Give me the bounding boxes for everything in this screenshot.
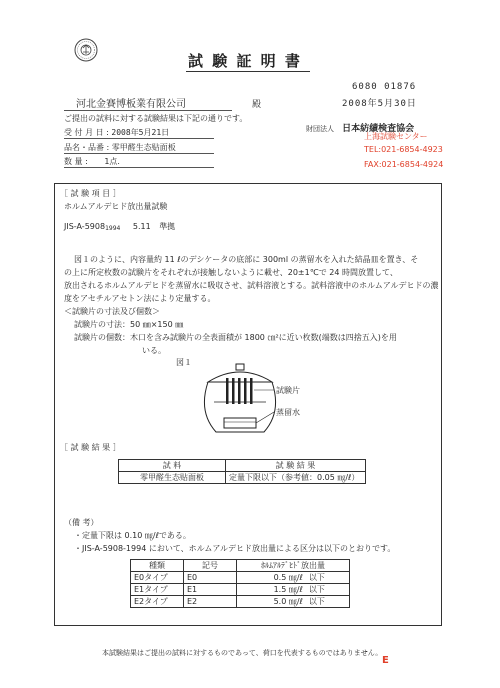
method-line-3: 放出されるホルムアルデヒドを蒸留水に吸収させ、試料溶液とする。試料溶液中のホルムアルデヒドの濃 bbox=[64, 281, 439, 290]
class-header-row bbox=[131, 560, 350, 572]
spec-size: 試験片の寸法：50 ㎜×150 ㎜ bbox=[74, 320, 184, 329]
quantity-value: 1点. bbox=[104, 157, 120, 166]
product-row bbox=[64, 142, 214, 154]
received-label: 受 付 月 日 : bbox=[64, 128, 109, 137]
class-type: E0タイプ bbox=[131, 572, 184, 584]
class-col-emission: ﾎﾙﾑｱﾙﾃﾞﾋﾄﾞ放出量 bbox=[237, 560, 350, 572]
table-row bbox=[131, 596, 350, 608]
received-row bbox=[64, 127, 214, 139]
standard-clause: 5.11 bbox=[132, 222, 151, 231]
test-standard bbox=[64, 221, 175, 232]
standard-year: 1994 bbox=[105, 225, 121, 232]
note-1: ・定量下限は 0.10 ㎎/ℓである。 bbox=[74, 531, 191, 540]
issuer-center: 上海試験センター bbox=[364, 132, 428, 141]
class-limit-qualifier: 以下 bbox=[306, 584, 350, 596]
class-limit-qualifier: 以下 bbox=[306, 596, 350, 608]
class-type: E2タイプ bbox=[131, 596, 184, 608]
note-2: ・JIS-A-5908-1994 において、ホルムアルデヒド放出量による区分は以下のとおりです。 bbox=[74, 544, 396, 553]
results-col-result: 試 験 結 果 bbox=[226, 460, 366, 472]
client-honorific: 殿 bbox=[252, 100, 262, 110]
method-line-2: の上に所定枚数の試験片をそれぞれが接触しないように載せ、20±1℃で 24 時間放置して、 bbox=[64, 268, 398, 277]
specimen-bar-4 bbox=[244, 378, 247, 404]
results-col-sample: 試 料 bbox=[119, 460, 226, 472]
quantity-row bbox=[64, 156, 214, 168]
figure-label-specimen: 試験片 bbox=[276, 386, 300, 395]
emission-class-table bbox=[130, 559, 350, 608]
test-item-heading: ［ 試 験 項 目 ］ bbox=[60, 189, 121, 198]
document-title: 試 験 証 明 書 bbox=[188, 52, 302, 70]
class-type: E1タイプ bbox=[131, 584, 184, 596]
specimen-bar-2 bbox=[232, 378, 235, 404]
method-line-4: 度をアセチルアセトン法により定量する。 bbox=[64, 294, 216, 303]
class-symbol: E0 bbox=[184, 572, 237, 584]
spec-count-1: 試験片の個数：木口を含み試験片の全表面積が 1800 ㎝²に近い枚数(端数は四捨五入)を用 bbox=[74, 333, 397, 342]
results-table bbox=[118, 459, 366, 484]
water-dish bbox=[224, 418, 256, 428]
intro-text: ご提出の試料に対する試験結果は下記の通りです。 bbox=[64, 114, 248, 123]
certificate-number: 6080 01876 bbox=[352, 82, 417, 92]
standard-code: JIS-A-5908 bbox=[64, 222, 106, 231]
quantity-label: 数 量 : bbox=[64, 157, 88, 166]
results-heading: ［ 試 験 結 果 ］ bbox=[60, 443, 121, 452]
table-row bbox=[131, 572, 350, 584]
table-row bbox=[119, 472, 366, 484]
class-limit-qualifier: 以下 bbox=[306, 572, 350, 584]
spec-heading: ＜試験片の寸法及び個数＞ bbox=[64, 307, 160, 316]
lid-knob bbox=[236, 364, 244, 370]
class-limit: 0.5 ㎎/ℓ bbox=[237, 572, 306, 584]
specimen-bar-3 bbox=[238, 378, 241, 404]
class-limit: 5.0 ㎎/ℓ bbox=[237, 596, 306, 608]
notes-heading: （備 考） bbox=[64, 518, 99, 527]
desiccator-figure bbox=[200, 362, 320, 442]
method-line-1: 図１のように、内容量約 11 ℓのデシケータの底部に 300ml の蒸留水を入れた結晶皿を置き、そ bbox=[74, 255, 419, 264]
jsit-logo bbox=[74, 38, 98, 62]
issue-date: 2008年5月30日 bbox=[342, 99, 417, 109]
class-col-symbol: 記号 bbox=[184, 560, 237, 572]
standard-note: 準拠 bbox=[159, 222, 176, 231]
org-name: 日本紡績検査協会 bbox=[342, 124, 415, 134]
specimen-bar-5 bbox=[250, 378, 253, 404]
results-header-row bbox=[119, 460, 366, 472]
issuer-tel: TEL:021-6854-4923 bbox=[364, 145, 443, 154]
org-prefix: 財団法人 bbox=[306, 125, 334, 133]
class-limit: 1.5 ㎎/ℓ bbox=[237, 584, 306, 596]
product-name: 零甲醛生态贴面板 bbox=[111, 143, 176, 152]
test-item-name: ホルムアルデヒド放出量試験 bbox=[64, 202, 168, 211]
class-symbol: E1 bbox=[184, 584, 237, 596]
figure-label: 図１ bbox=[176, 358, 192, 367]
footer-mark: E bbox=[382, 655, 389, 666]
footer-disclaimer: 本試験結果はご提出の試料に対するものであって、荷口を代表するものではありません。 bbox=[102, 649, 383, 657]
results-sample: 零甲醛生态贴面板 bbox=[119, 472, 226, 484]
table-row bbox=[131, 584, 350, 596]
class-col-type: 種類 bbox=[131, 560, 184, 572]
title-underline bbox=[186, 71, 310, 72]
product-label: 品名・品番 : bbox=[64, 143, 110, 152]
seal-icon bbox=[74, 38, 98, 62]
received-date: 2008年5月21日 bbox=[111, 128, 170, 137]
spec-count-2: いる。 bbox=[142, 346, 166, 355]
results-value: 定量下限以下（参考値：0.05 ㎎/ℓ） bbox=[226, 472, 366, 484]
class-symbol: E2 bbox=[184, 596, 237, 608]
client-name: 河北金賽博板業有限公司 bbox=[64, 95, 232, 111]
specimen-bar-1 bbox=[226, 378, 229, 404]
figure-label-water: 蒸留水 bbox=[276, 408, 300, 417]
issuer-fax: FAX:021-6854-4924 bbox=[364, 160, 444, 169]
